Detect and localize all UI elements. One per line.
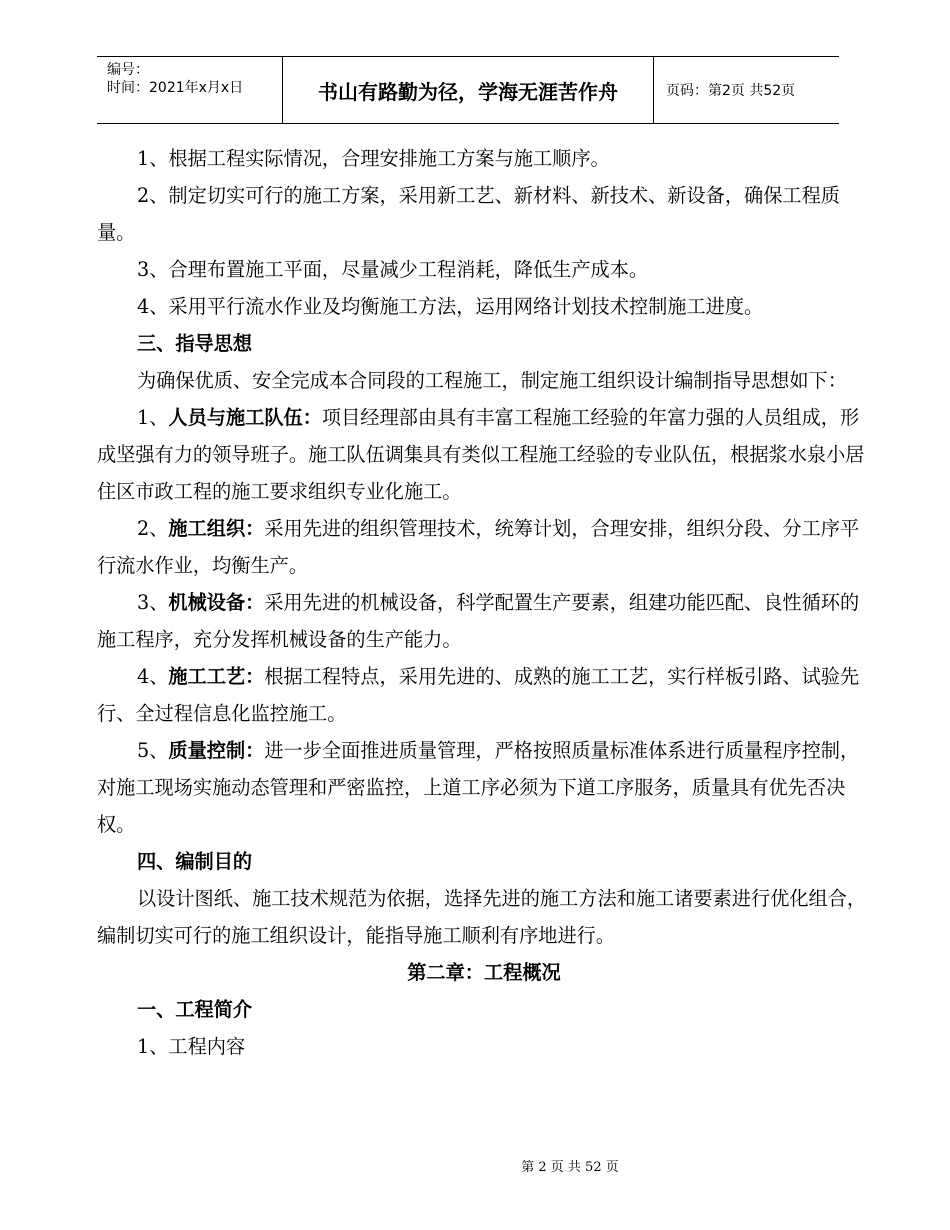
header-meta [97, 57, 283, 123]
paragraph: 2、制定切实可行的施工方案，采用新工艺、新材料、新技术、新设备，确保工程质量。 [97, 184, 840, 244]
item-number: 4、 [137, 665, 169, 688]
document-time-label: 时间：2021年x月x日 [107, 80, 244, 96]
page-footer: 第 2 页 共 52 页 [521, 1160, 619, 1175]
item-number: 2、 [137, 517, 169, 540]
chapter-title: 第二章：工程概况 [407, 961, 561, 984]
paragraph: 为确保优质、安全完成本合同段的工程施工，制定施工组织设计编制指导思想如下： [137, 369, 847, 392]
item-text: 项目经理部由具有丰富工程施工经验的年富力强的人员组成，形成坚强有力的领导班子。施工队伍调集具有类似工程施工经验的专业队伍，根据浆水泉小居住区市政工程的施工要求组织专业化施工。 [97, 406, 865, 503]
item-keyword: 人员与施工队伍： [168, 406, 322, 429]
item-keyword: 质量控制： [168, 739, 265, 762]
section-heading: 三、指导思想 [137, 332, 253, 355]
guideline-item [97, 510, 871, 584]
page-header [97, 56, 839, 124]
paragraph: 4、采用平行流水作业及均衡施工方法，运用网络计划技术控制施工进度。 [137, 295, 764, 318]
header-page-info: 页码：第2页 共52页 [666, 83, 796, 99]
guideline-item [97, 658, 871, 732]
item-number: 3、 [137, 591, 169, 614]
document-number-label: 编号： [107, 62, 149, 78]
item-text: 采用先进的机械设备，科学配置生产要素，组建功能匹配、良性循环的施工程序，充分发挥机械设备的生产能力。 [97, 591, 860, 651]
item-keyword: 施工工艺： [168, 665, 265, 688]
guideline-item [97, 584, 871, 658]
item-number: 5、 [137, 739, 169, 762]
item-keyword: 机械设备： [168, 591, 265, 614]
item-text: 采用先进的组织管理技术，统筹计划，合理安排，组织分段、分工序平行流水作业，均衡生产。 [97, 517, 860, 577]
paragraph: 以设计图纸、施工技术规范为依据，选择先进的施工方法和施工诸要素进行优化组合，编制切实可行的施工组织设计，能指导施工顺利有序地进行。 [97, 887, 867, 947]
paragraph: 1、工程内容 [137, 1035, 246, 1058]
guideline-item [97, 732, 871, 843]
document-body [97, 140, 871, 1065]
section-heading: 四、编制目的 [137, 850, 253, 873]
item-keyword: 施工组织： [168, 517, 265, 540]
item-text: 进一步全面推进质量管理，严格按照质量标准体系进行质量程序控制，对施工现场实施动态管理和严密监控，上道工序必须为下道工序服务，质量具有优先否决权。 [97, 739, 860, 836]
section-heading: 一、工程简介 [137, 998, 253, 1021]
item-number: 1、 [137, 406, 169, 429]
item-text: 根据工程特点，采用先进的、成熟的施工工艺，实行样板引路、试验先行、全过程信息化监控施工。 [97, 665, 860, 725]
header-motto: 书山有路勤为径，学海无涯苦作舟 [283, 57, 654, 123]
guideline-item [97, 399, 871, 510]
paragraph: 1、根据工程实际情况，合理安排施工方案与施工顺序。 [137, 147, 610, 170]
paragraph: 3、合理布置施工平面，尽量减少工程消耗，降低生产成本。 [137, 258, 649, 281]
